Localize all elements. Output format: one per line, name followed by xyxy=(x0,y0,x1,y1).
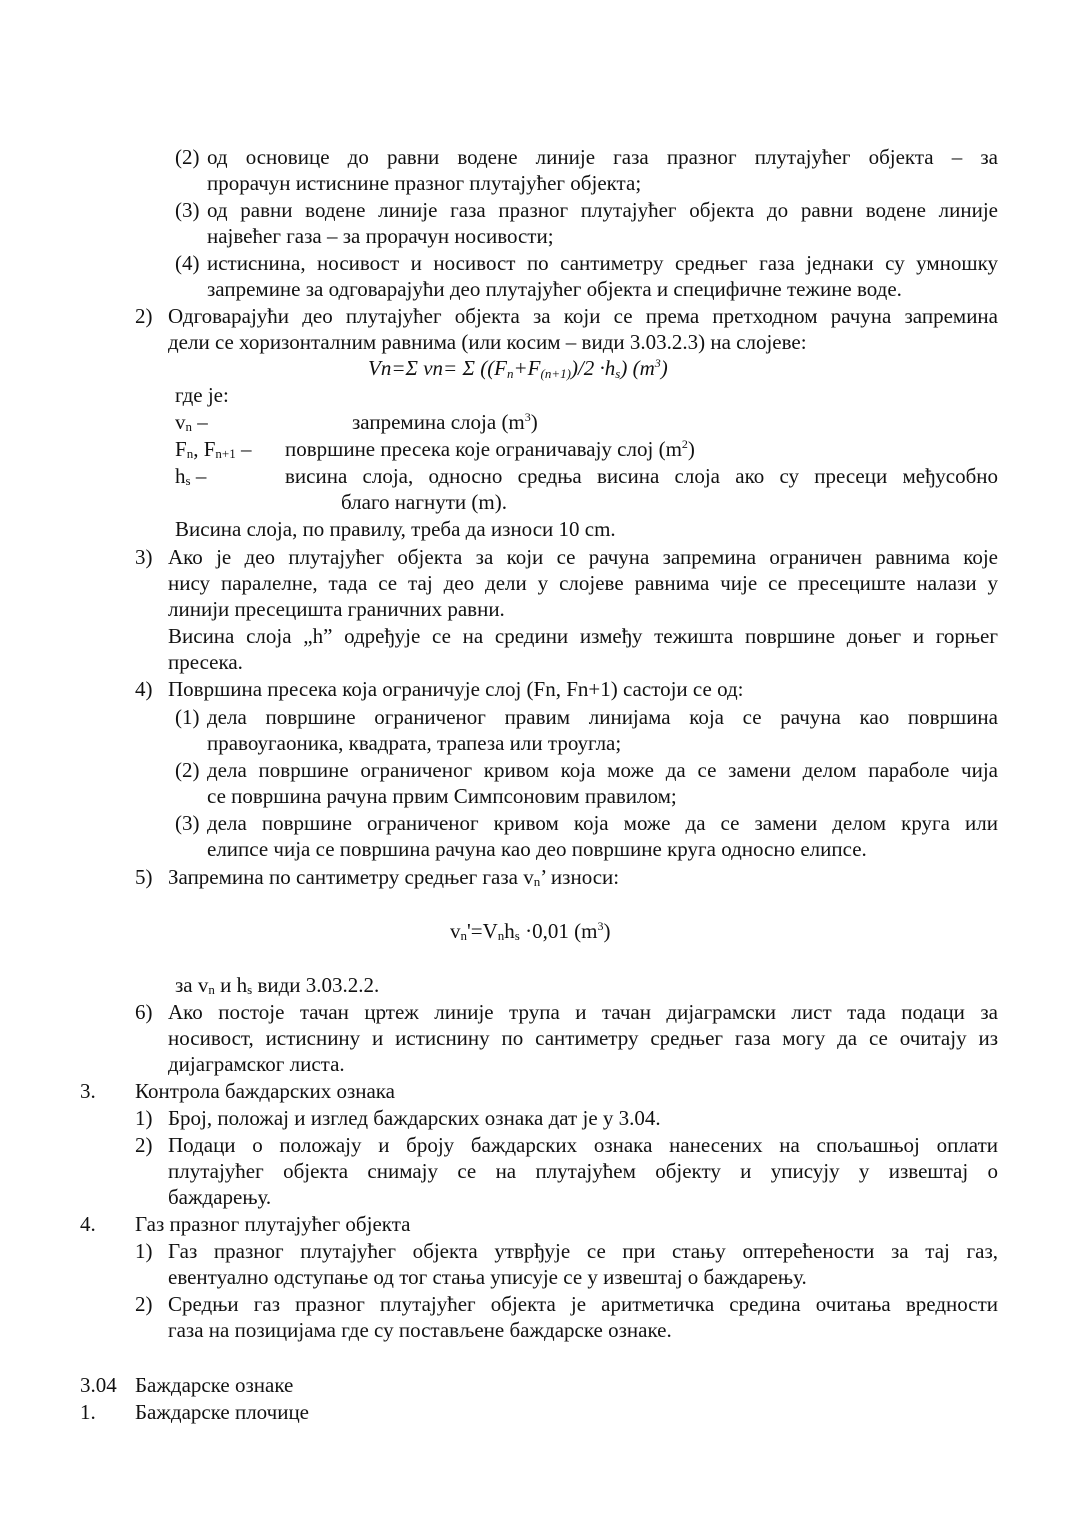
subitem-marker: (1) xyxy=(175,705,200,729)
item-text: плутајућег објекта снимају се на плутајућем објекту и уписују у извештај о xyxy=(168,1159,998,1183)
item-marker: 5) xyxy=(135,865,153,889)
subitem-text: се површина рачуна првим Симпсоновим правилом; xyxy=(207,784,677,808)
per-cm-formula: vn'=Vnhs ·0,01 $(m^3)$ xyxy=(450,919,611,943)
subitem-text: највећег газа – за прорачун носивости; xyxy=(207,224,554,248)
section-marker: 3. xyxy=(80,1079,96,1103)
section-title: Баждарске плочице xyxy=(135,1400,309,1424)
subitem-marker: (2) xyxy=(175,145,200,169)
item-text: Запремина по сантиметру средњег газа vn’ износи: xyxy=(168,865,620,889)
item-marker: 2) xyxy=(135,304,153,328)
definition-text: благо нагнути (m). xyxy=(341,490,507,514)
item-text: носивост, истиснину и истиснину по сантиметру средњег газа могу да се очитају из xyxy=(168,1026,998,1050)
item-text: Ако је део плутајућег објекта за који се рачуна запремина ограничен равнима које xyxy=(168,545,998,569)
subitem-text: правоугаоника, квадрата, трапеза или троугла; xyxy=(207,731,622,755)
subitem-text: запремине за одговарајући део плутајућег објекта и специфичне тежине воде. xyxy=(207,277,902,301)
item-marker: 1) xyxy=(135,1106,153,1130)
subitem-marker: (3) xyxy=(175,198,200,222)
subitem-text: од равни водене линије газа празног плутајућег објекта до равни водене линије xyxy=(207,198,998,222)
item-text: Одговарајући део плутајућег објекта за који се према претходном рачуна запремина xyxy=(168,304,998,328)
subitem-text: дела површине ограниченог правим линијама која се рачуна као површина xyxy=(207,705,998,729)
item-text: Средњи газ празног плутајућег објекта је аритметичка средина очитања вредности xyxy=(168,1292,998,1316)
item-text: евентуално одступање од тог стања уписује се у извештај о баждарењу. xyxy=(168,1265,807,1289)
volume-formula: Vn=Σ vn= Σ $((F_n+F_{(n+1)})/2 \cdot h_s)$ $(m^3)$ xyxy=(368,356,668,381)
where-label: где је: xyxy=(175,383,229,407)
definition-text: висина слоја, односно средња висина слоја ако су пресеци међусобно xyxy=(285,464,998,488)
item-text: Газ празног плутајућег објекта утврђује се при стању оптерећености за тај газ, xyxy=(168,1239,998,1263)
item-marker: 4) xyxy=(135,677,153,701)
item-text: газа на позицијама где су постављене баждарске ознаке. xyxy=(168,1318,672,1342)
definition-symbol: Fn, Fn+1 – xyxy=(175,437,252,461)
reference-text: за vn и hs види 3.03.2.2. xyxy=(175,973,380,997)
subitem-text: од основице до равни водене линије газа празног плутајућег објекта – за xyxy=(207,145,998,169)
item-text: Подаци о положају и броју баждарских ознака нанесених на спољашњој оплати xyxy=(168,1133,998,1157)
item-text: дијаграмског листа. xyxy=(168,1052,345,1076)
item-text: нису паралелне, тада се тај део дели у слојеве равнима чије се пресециште налази у xyxy=(168,571,998,595)
item-marker: 3) xyxy=(135,545,153,569)
subitem-text: прорачун истиснине празног плутајућег објекта; xyxy=(207,171,642,195)
definition-text: запремина слоја $(m^3)$ xyxy=(352,410,538,434)
item-text: пресека. xyxy=(168,650,243,674)
item-marker: 6) xyxy=(135,1000,153,1024)
subitem-text: дела површине ограниченог кривом која може да се замени делом круга или xyxy=(207,811,998,835)
item-marker: 1) xyxy=(135,1239,153,1263)
heading-number: 3.04 xyxy=(80,1373,117,1397)
subitem-text: елипсе чија се површина рачуна као део површине круга односно елипсе. xyxy=(207,837,867,861)
item-text: дели се хоризонталним равнима (или косим – види 3.03.2.3) на слојеве: xyxy=(168,330,807,354)
definition-symbol: hs – xyxy=(175,464,207,488)
subitem-marker: (4) xyxy=(175,251,200,275)
subitem-text: истиснина, носивост и носивост по сантиметру средњег газа једнаки су умношку xyxy=(207,251,998,275)
section-title: Контрола баждарских ознака xyxy=(135,1079,395,1103)
section-title: Газ празног плутајућег објекта xyxy=(135,1212,411,1236)
item-text: Ако постоје тачан цртеж линије трупа и тачан дијаграмски лист тада подаци за xyxy=(168,1000,998,1024)
item-text: линији пресецишта граничних равни. xyxy=(168,597,505,621)
item-text: Површина пресека која ограничује слој (Fn, Fn+1) састоји се од: xyxy=(168,677,744,701)
section-marker: 1. xyxy=(80,1400,96,1424)
subitem-marker: (3) xyxy=(175,811,200,835)
item-text: баждарењу. xyxy=(168,1185,272,1209)
item-text: Висина слоја „h” одређује се на средини између тежишта површине доњег и горњег xyxy=(168,624,998,648)
heading-title: Баждарске ознаке xyxy=(135,1373,294,1397)
subitem-text: дела површине ограниченог кривом која може да се замени делом параболе чија xyxy=(207,758,998,782)
note-text: Висина слоја, по правилу, треба да износи 10 cm. xyxy=(175,517,616,541)
item-text: Број, положај и изглед баждарских ознака дат је у 3.04. xyxy=(168,1106,661,1130)
subitem-marker: (2) xyxy=(175,758,200,782)
definition-symbol: vn – xyxy=(175,410,208,434)
item-marker: 2) xyxy=(135,1133,153,1157)
definition-text: површине пресека које ограничавају слој $(m^2)$ xyxy=(285,437,695,461)
item-marker: 2) xyxy=(135,1292,153,1316)
section-marker: 4. xyxy=(80,1212,96,1236)
